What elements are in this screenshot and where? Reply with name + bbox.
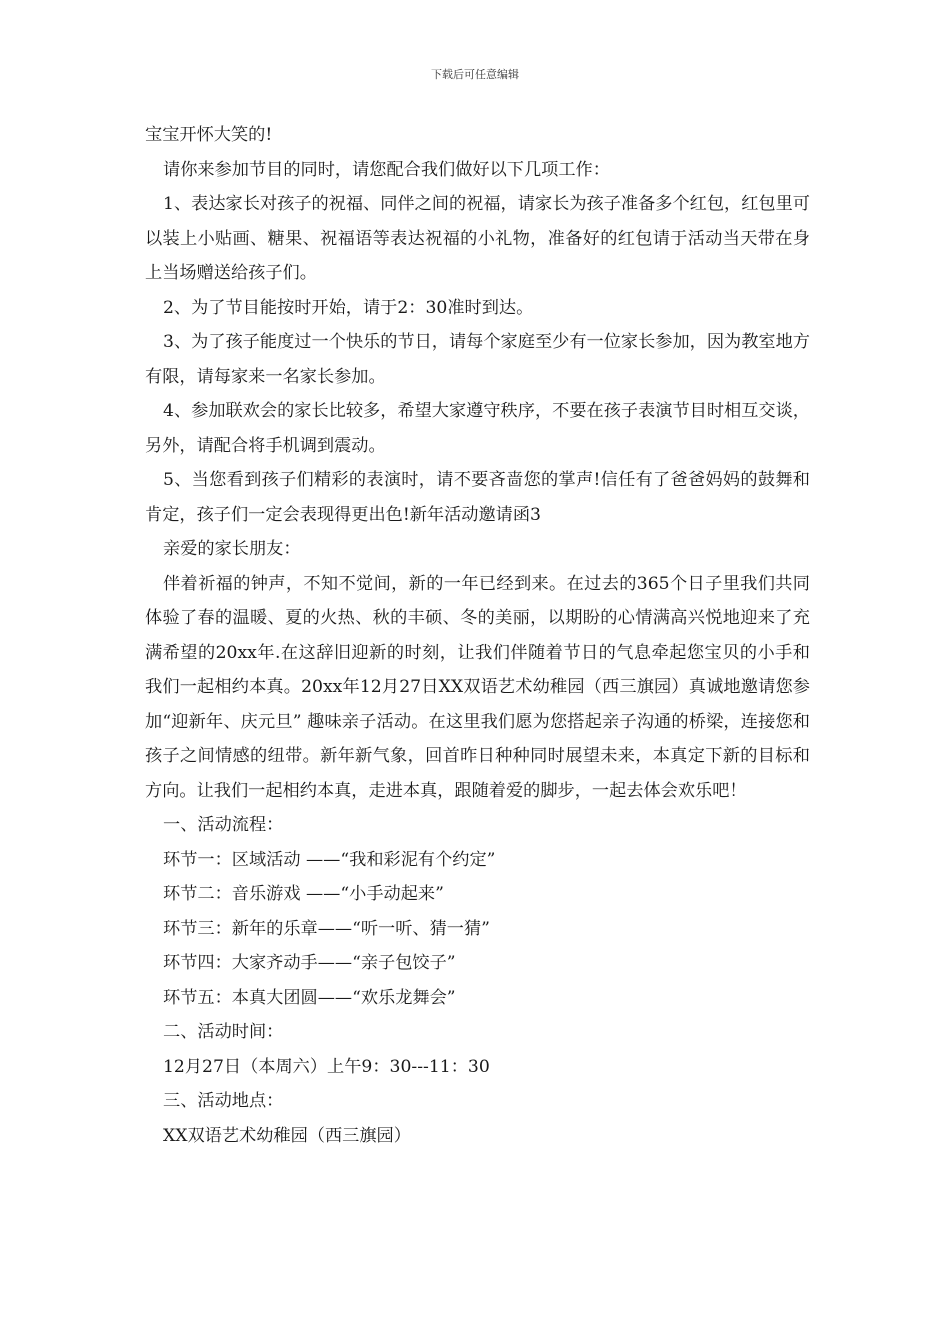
paragraph: 宝宝开怀大笑的! xyxy=(145,125,273,145)
paragraph: 请你来参加节目的同时，请您配合我们做好以下几项工作： xyxy=(163,159,610,180)
document-body xyxy=(145,118,810,1153)
list-item: 环节一：区域活动 ——“我和彩泥有个约定” xyxy=(163,849,496,870)
paragraph: 3、为了孩子能度过一个快乐的节日，请每个家庭至少有一位家长参加，因为教室地方有限，请每家来一名家长参加。 xyxy=(145,332,810,387)
activity-location: XX双语艺术幼稚园（西三旗园） xyxy=(163,1125,411,1146)
activity-time: 12月27日（本周六）上午9：30---11：30 xyxy=(163,1056,490,1077)
paragraph: 1、表达家长对孩子的祝福、同伴之间的祝福，请家长为孩子准备多个红包，红包里可以装上小贴画、糖果、祝福语等表达祝福的小礼物，准备好的红包请于活动当天带在身上当场赠送给孩子们。 xyxy=(145,194,810,283)
list-item: 环节三：新年的乐章——“听一听、猜一猜” xyxy=(163,918,490,939)
page-header: 下载后可任意编辑 xyxy=(431,68,519,81)
list-item: 环节二：音乐游戏 ——“小手动起来” xyxy=(163,884,444,904)
section-heading: 一、活动流程： xyxy=(163,815,284,835)
paragraph: 4、参加联欢会的家长比较多，希望大家遵守秩序，不要在孩子表演节目时相互交谈，另外，请配合将手机调到震动。 xyxy=(145,401,810,456)
paragraph: 5、当您看到孩子们精彩的表演时，请不要吝啬您的掌声!信任有了爸爸妈妈的鼓舞和肯定，孩子们一定会表现得更出色!新年活动邀请函3 xyxy=(145,470,810,525)
greeting: 亲爱的家长朋友： xyxy=(163,539,301,559)
section-heading: 二、活动时间： xyxy=(163,1022,284,1042)
section-heading: 三、活动地点： xyxy=(163,1091,284,1111)
paragraph: 伴着祈福的钟声，不知不觉间，新的一年已经到来。在过去的365个日子里我们共同体验了春的温暖、夏的火热、秋的丰硕、冬的美丽，以期盼的心情满高兴悦地迎来了充满希望的20xx年.在这辞旧迎新的时刻，让我们伴随着节日的气息牵起您宝贝的小手和我们一起相约本真。20xx年12月27日XX双语艺术幼稚园（西三旗园）真诚地邀请您参加“迎新年、庆元旦” 趣味亲子活动。在这里我们愿为您搭起亲子沟通的桥梁，连接您和孩子之间情感的纽带。新年新气象，回首昨日种种同时展望未来，本真定下新的目标和方向。让我们一起相约本真，走进本真，跟随着爱的脚步，一起去体会欢乐吧！ xyxy=(145,573,810,801)
list-item: 环节五：本真大团圆——“欢乐龙舞会” xyxy=(163,987,456,1008)
list-item: 环节四：大家齐动手——“亲子包饺子” xyxy=(163,953,456,973)
paragraph: 2、为了节目能按时开始，请于2：30准时到达。 xyxy=(163,297,534,318)
